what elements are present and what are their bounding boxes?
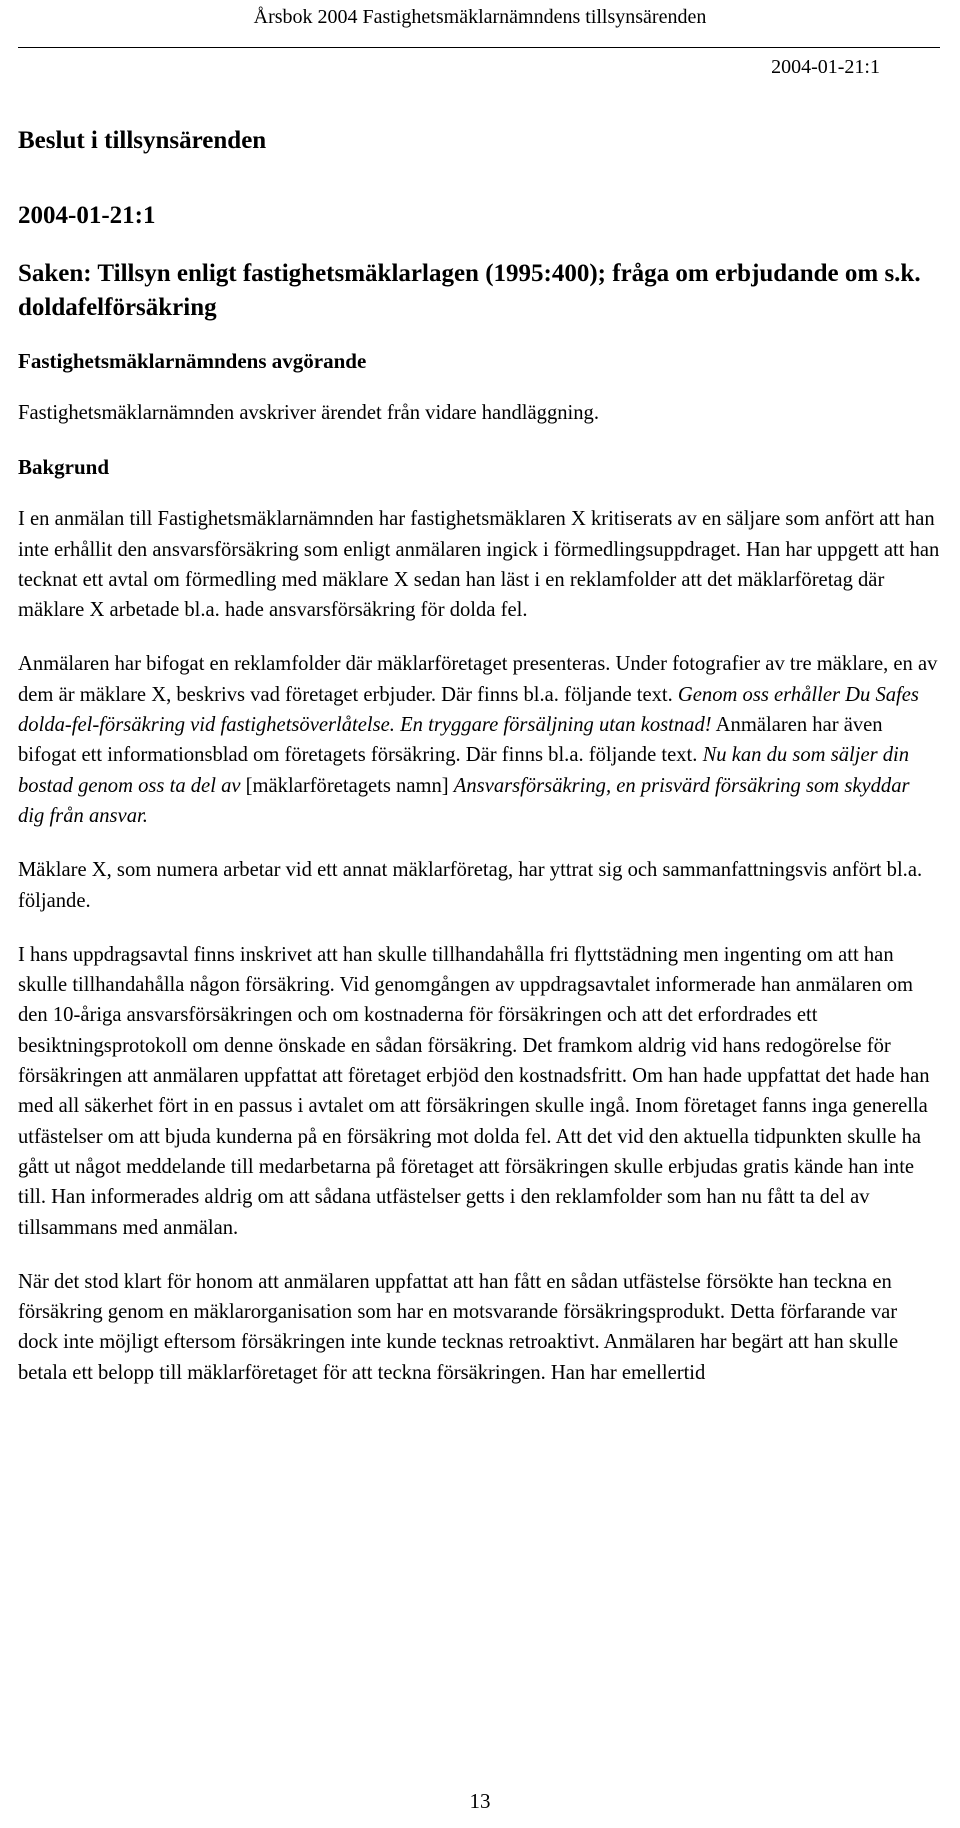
brochure-quote-3: Ansvarsförsäkring, en prisvärd försäkring som skyddar dig från ansvar.	[18, 774, 910, 827]
paragraph-insurance-attempt: När det stod klart för honom att anmälaren uppfattat att han fått en sådan utfästelse försökte han teckna en försäkring genom en mäklarorganisation som har en motsvarande försäkringsprodukt. Detta förfarande var dock inte möjligt eftersom försäkringen inte kunde tecknas retroaktivt. Anmälaren har begärt att han skulle betala ett belopp till mäklarföretaget för att teckna försäkringen. Han har emellertid	[18, 1270, 899, 1384]
brochure-text-c: Anmälaren har även bifogat ett informationsblad om företagets försäkring. Där finns bl.a. följande text.	[18, 714, 883, 767]
brochure-quote-2: Nu kan du som säljer din bostad genom oss ta del av	[18, 744, 910, 797]
decision-heading: Fastighetsmäklarnämndens avgörande	[18, 349, 367, 373]
header-divider	[18, 47, 940, 48]
subject-heading: Saken: Tillsyn enligt fastighetsmäklarlagen (1995:400); fråga om erbjudande om s.k. doldafelförsäkring	[18, 260, 921, 321]
document-title: Beslut i tillsynsärenden	[18, 127, 267, 154]
paragraph-assignment-agreement: I hans uppdragsavtal finns inskrivet att han skulle tillhandahålla fri flyttstädning men ingenting om att han skulle tillhandahålla någon försäkring. Vid genomgången av uppdragsavtalet informerade han anmälaren om den 10-åriga ansvarsförsäkringen och om kostnaderna för försäkringen och att det erfordrades ett besiktningsprotokoll om denne önskade en sådan försäkring. Det framkom aldrig vid hans redogörelse för försäkringen att anmälaren uppfattat att företaget erbjöd den kostnadsfritt. Om han hade uppfattat det hade han med all säkerhet fört in en passus i avtalet om att försäkringen skulle ingå. Inom företaget fanns inga generella utfästelser om att bjuda kunderna på en försäkring mot dolda fel. Att det vid den aktuella tidpunkten skulle ha gått ut något meddelande till medarbetarna på företaget att försäkringen skulle erbjudas gratis kände han inte till. Han informerades aldrig om att sådana utfästelser getts i den reklamfolder som han nu fått ta del av tillsammans med anmälan.	[18, 943, 930, 1239]
paragraph-broker-statement: Mäklare X, som numera arbetar vid ett annat mäklarföretag, har yttrat sig och sammanfattningsvis anfört bl.a. följande.	[18, 859, 923, 912]
page-number: 13	[469, 1789, 491, 1813]
case-number-heading: 2004-01-21:1	[18, 202, 156, 229]
header-case-number: 2004-01-21:1	[771, 56, 880, 78]
document-body	[18, 125, 940, 1388]
brochure-text-a: Anmälaren har bifogat en reklamfolder där mäklarföretaget presenteras. Under fotografier av tre mäklare, en av dem är mäklare X, beskrivs vad företaget erbjuder. Där finns bl.a. följande text.	[18, 653, 938, 706]
background-heading: Bakgrund	[18, 455, 110, 480]
brochure-quote-1: Genom oss erhåller Du Safes dolda-fel-försäkring vid fastighetsöverlåtelse. En tryggare försäljning utan kostnad!	[18, 683, 919, 737]
paragraph-brochure	[18, 649, 940, 831]
running-header-title: Årsbok 2004 Fastighetsmäklarnämndens tillsynsärenden	[253, 6, 707, 28]
paragraph-complaint: I en anmälan till Fastighetsmäklarnämnden har fastighetsmäklaren X kritiserats av en säljare som anfört att han inte erhållit den ansvarsförsäkring som enligt anmälaren ingick i förmedlingsuppdraget. Han har uppgett att han tecknat ett avtal om förmedling med mäklare X sedan han läst i en reklamfolder att det mäklarföretag där mäklare X arbetade bl.a. hade ansvarsförsäkring för dolda fel.	[18, 508, 940, 622]
decision-text: Fastighetsmäklarnämnden avskriver ärendet från vidare handläggning.	[18, 402, 599, 424]
brochure-company-placeholder: [mäklarföretagets namn]	[240, 774, 454, 797]
